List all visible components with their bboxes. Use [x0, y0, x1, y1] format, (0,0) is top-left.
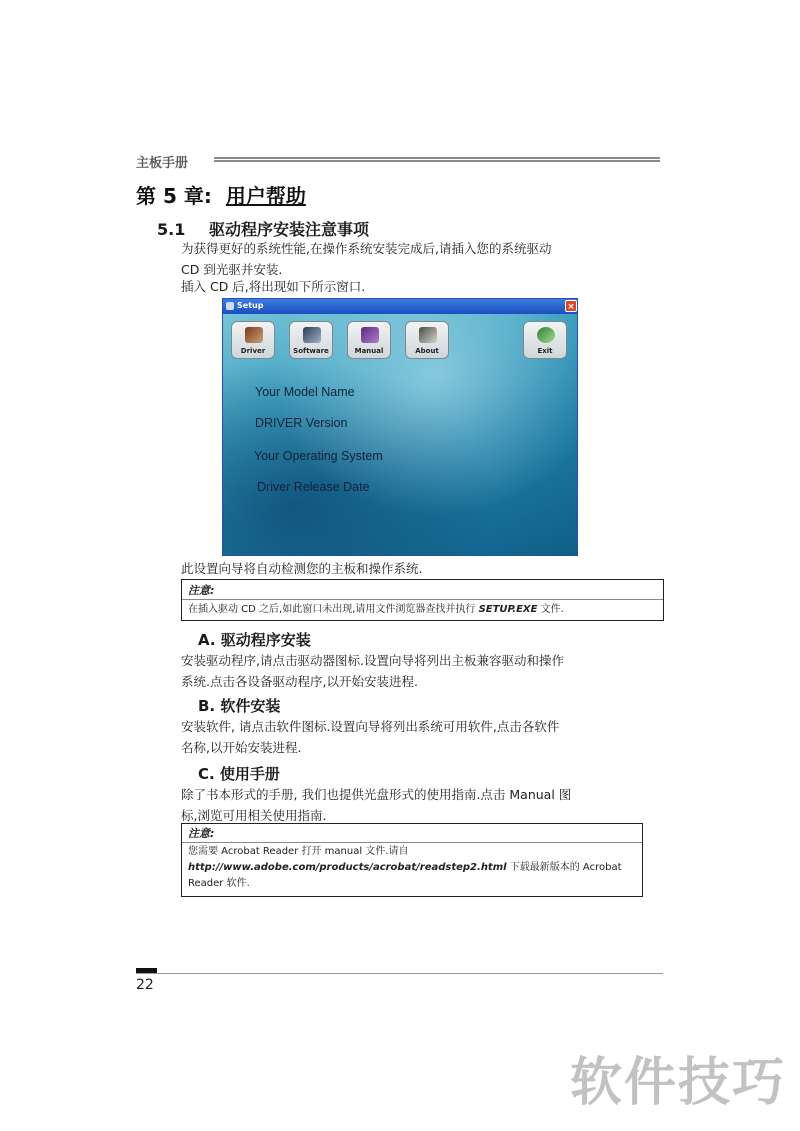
- about-button-label: About: [415, 347, 439, 355]
- manual-button-label: Manual: [354, 347, 384, 355]
- subsection-line: 系统.点击各设备驱动程序,以开始安装进程.: [181, 674, 418, 689]
- intro-line: 为获得更好的系统性能,在操作系统安装完成后,请插入您的系统驱动: [181, 241, 552, 256]
- note-text: 下载最新版本的 Acrobat: [506, 862, 622, 873]
- driver-icon: [245, 327, 263, 343]
- footer-rule: [136, 973, 663, 974]
- subsection-a-title: A. 驱动程序安装: [198, 631, 311, 649]
- setup-window-titlebar: [223, 299, 578, 314]
- insert-cd-text: 插入 CD 后,将出现如下所示窗口.: [181, 279, 366, 294]
- note-text: 在插入驱动 CD 之后,如此窗口未出现,请用文件浏览器查找并执行: [188, 604, 479, 615]
- subsection-c-body: [181, 784, 571, 826]
- exit-icon: [537, 327, 555, 343]
- note-label: 注意:: [182, 826, 642, 843]
- watermark: 软件技巧: [570, 1053, 787, 1113]
- software-button-label: Software: [293, 347, 329, 355]
- subsection-line: 标,浏览可用相关使用指南.: [181, 808, 327, 823]
- manual-button[interactable]: [347, 321, 391, 359]
- note-label: 注意:: [182, 582, 663, 600]
- subsection-b-body: [181, 716, 559, 758]
- exit-button[interactable]: [523, 321, 567, 359]
- subsection-line: 除了书本形式的手册, 我们也提供光盘形式的使用指南.点击 Manual 图: [181, 787, 572, 802]
- setup-exe-text: SETUP.EXE: [478, 604, 538, 615]
- software-icon: [303, 327, 321, 343]
- driver-version-text: DRIVER Version: [255, 416, 348, 430]
- note-text-end: 文件.: [537, 604, 564, 615]
- chapter-title: 用户帮助: [225, 184, 306, 208]
- subsection-b-title: B. 软件安装: [198, 697, 281, 715]
- close-icon[interactable]: ×: [565, 300, 577, 312]
- note-line: 您需要 Acrobat Reader 打开 manual 文件.请自: [188, 846, 409, 857]
- section-number: 5.1: [157, 220, 186, 239]
- wizard-text: 此设置向导将自动检测您的主板和操作系统.: [181, 561, 423, 576]
- model-name-text: Your Model Name: [255, 385, 355, 399]
- about-icon: [419, 327, 437, 343]
- chapter-heading: [136, 180, 306, 209]
- page-number: 22: [136, 977, 154, 993]
- intro-paragraph: [181, 238, 651, 280]
- operating-system-text: Your Operating System: [254, 449, 383, 463]
- intro-line: CD 到光驱并安装.: [181, 262, 283, 277]
- about-button[interactable]: [405, 321, 449, 359]
- driver-button-label: Driver: [240, 347, 266, 355]
- software-button[interactable]: [289, 321, 333, 359]
- manual-icon: [361, 327, 379, 343]
- adobe-url-link[interactable]: http://www.adobe.com/products/acrobat/readstep2.html: [188, 862, 507, 873]
- note-line: [188, 860, 636, 876]
- subsection-a-body: [181, 650, 564, 692]
- setup-window: [222, 298, 578, 556]
- exit-button-label: Exit: [537, 347, 553, 355]
- subsection-line: 名称,以开始安装进程.: [181, 740, 302, 755]
- section-heading: [157, 217, 369, 240]
- setup-window-title: Setup: [237, 301, 264, 310]
- driver-button[interactable]: [231, 321, 275, 359]
- note-line: Reader 软件.: [188, 878, 250, 889]
- header-label: 主板手册: [136, 156, 189, 171]
- release-date-text: Driver Release Date: [257, 480, 370, 494]
- section-title: 驱动程序安装注意事项: [209, 220, 370, 239]
- subsection-line: 安装驱动程序,请点击驱动器图标.设置向导将列出主板兼容驱动和操作: [181, 653, 564, 668]
- note-box: [181, 579, 664, 621]
- setup-app-icon: [226, 302, 234, 310]
- chapter-number: 第 5 章:: [136, 184, 212, 208]
- note-box-acrobat: [181, 823, 643, 897]
- subsection-c-title: C. 使用手册: [198, 765, 280, 783]
- subsection-line: 安装软件, 请点击软件图标.设置向导将列出系统可用软件,点击各软件: [181, 719, 560, 734]
- header-rule: [214, 157, 660, 163]
